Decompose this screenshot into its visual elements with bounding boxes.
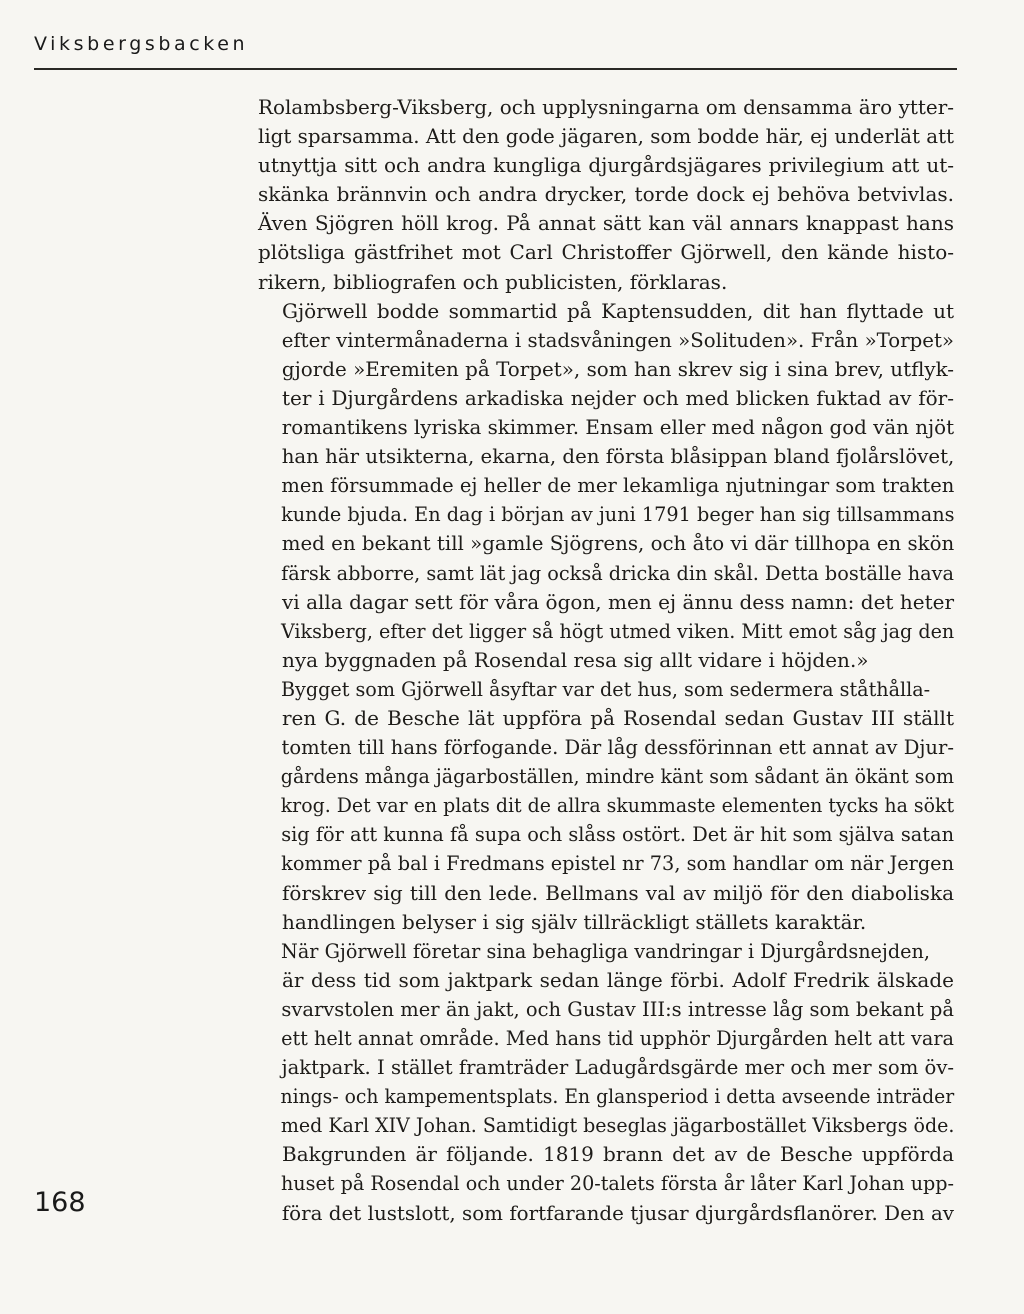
text-line: kunde bjuda. En dag i början av juni 1791 beger han sig tillsammans [281, 502, 955, 527]
text-line: ligt sparsamma. Att den gode jägaren, som bodde här, ej underlät att [258, 124, 955, 149]
text-line: ett helt annat område. Med hans tid upphör Djurgården helt att vara [281, 1026, 954, 1050]
text-line: Viksberg, efter det ligger så högt utmed viken. Mitt emot såg jag den [280, 618, 955, 643]
text-line: gårdens många jägarboställen, mindre känt som sådant än ökänt som [280, 764, 954, 789]
text-line: förskrev sig till den lede. Bellmans val av miljö för den diaboliska [282, 880, 954, 905]
text-line: jaktpark. I stället framträder Ladugårdsgärde mer och mer som öv- [281, 1055, 955, 1080]
text-line: utnyttja sitt och andra kungliga djurgårdsjägares privilegium att ut- [258, 153, 954, 178]
text-line: nya byggnaden på Rosendal resa sig allt vidare i höjden.» [282, 647, 869, 672]
text-line: ter i Djurgårdens arkadiska nejder och med blicken fuktad av för- [282, 385, 954, 410]
text-line: skänka brännvin och andra drycker, torde dock ej behöva betvivlas. [258, 182, 954, 207]
paragraph-1 [258, 93, 954, 297]
paragraph-4 [258, 937, 954, 1141]
text-line: rikern, bibliografen och publicisten, förklaras. [258, 269, 728, 294]
text-line: är dess tid som jaktpark sedan länge förbi. Adolf Fredrik älskade [282, 967, 954, 992]
text-line: men försummade ej heller de mer lekamliga njutningar som trakten [281, 473, 955, 498]
text-line: ren G. de Besche lät uppföra på Rosendal sedan Gustav III ställt [282, 705, 954, 730]
text-line: gjorde »Eremiten på Torpet», som han skrev sig i sina brev, utflyk- [281, 356, 955, 381]
text-line: huset på Rosendal och under 20-talets första år låter Karl Johan upp- [280, 1171, 955, 1196]
text-line: nings- och kampementsplats. En glansperiod i detta avseende inträder [280, 1084, 955, 1109]
text-line: med Karl XIV Johan. Samtidigt beseglas jägarbostället Viksbergs öde. [280, 1113, 955, 1138]
text-line: kommer på bal i Fredmans epistel nr 73, som handlar om när Jergen [281, 851, 955, 876]
text-line: tomten till hans förfogande. Där låg dessförinnan ett annat av Djur- [281, 735, 954, 760]
body-text [258, 93, 954, 1228]
text-line: sig för att kunna få supa och slåss ostört. Det är hit som själva satan [281, 822, 955, 847]
paragraph-2 [258, 297, 954, 675]
text-line: krog. Det var en plats dit de allra skummaste elementen tycks ha sökt [280, 793, 955, 818]
text-line: handlingen belyser i sig själv tillräckligt ställets karaktär. [282, 909, 867, 934]
text-line: färsk abborre, samt lät jag också dricka din skål. Detta boställe hava [281, 560, 955, 585]
paragraph-3 [258, 675, 954, 937]
text-line: med en bekant till »gamle Sjögrens, och åto vi där tillhopa en skön [281, 531, 955, 556]
text-line: Även Sjögren höll krog. På annat sätt kan väl annars knappast hans [258, 211, 954, 236]
header-rule [34, 68, 957, 70]
text-line: vi alla dagar sett för våra ögon, men ej ännu dess namn: det heter [282, 589, 954, 614]
text-line: föra det lustslott, som fortfarande tjusar djurgårdsflanörer. Den av [281, 1200, 955, 1225]
text-line: plötsliga gästfrihet mot Carl Christoffer Gjörwell, den kände histo- [258, 240, 954, 265]
text-line: Bygget som Gjörwell åsyftar var det hus, som sedermera ståthålla- [280, 676, 931, 701]
paragraph-5 [258, 1140, 954, 1227]
page-number: 168 [34, 1187, 86, 1218]
text-line: efter vintermånaderna i stadsvåningen »Solituden». Från »Torpet» [281, 327, 954, 352]
text-line: han här utsikterna, ekarna, den första blåsippan bland fjolårslövet, [281, 444, 955, 469]
text-line: När Gjörwell företar sina behagliga vandringar i Djurgårdsnejden, [281, 938, 930, 963]
text-line: Gjörwell bodde sommartid på Kaptensudden, dit han flyttade ut [282, 298, 954, 323]
text-line: Bakgrunden är följande. 1819 brann det av de Besche uppförda [282, 1142, 954, 1167]
text-line: svarvstolen mer än jakt, och Gustav III:s intresse låg som bekant på [281, 996, 954, 1021]
running-head: Viksbergsbacken [34, 33, 249, 55]
text-line: Rolambsberg-Viksberg, och upplysningarna om densamma äro ytter- [258, 95, 954, 119]
text-line: romantikens lyriska skimmer. Ensam eller med någon god vän njöt [281, 415, 955, 440]
